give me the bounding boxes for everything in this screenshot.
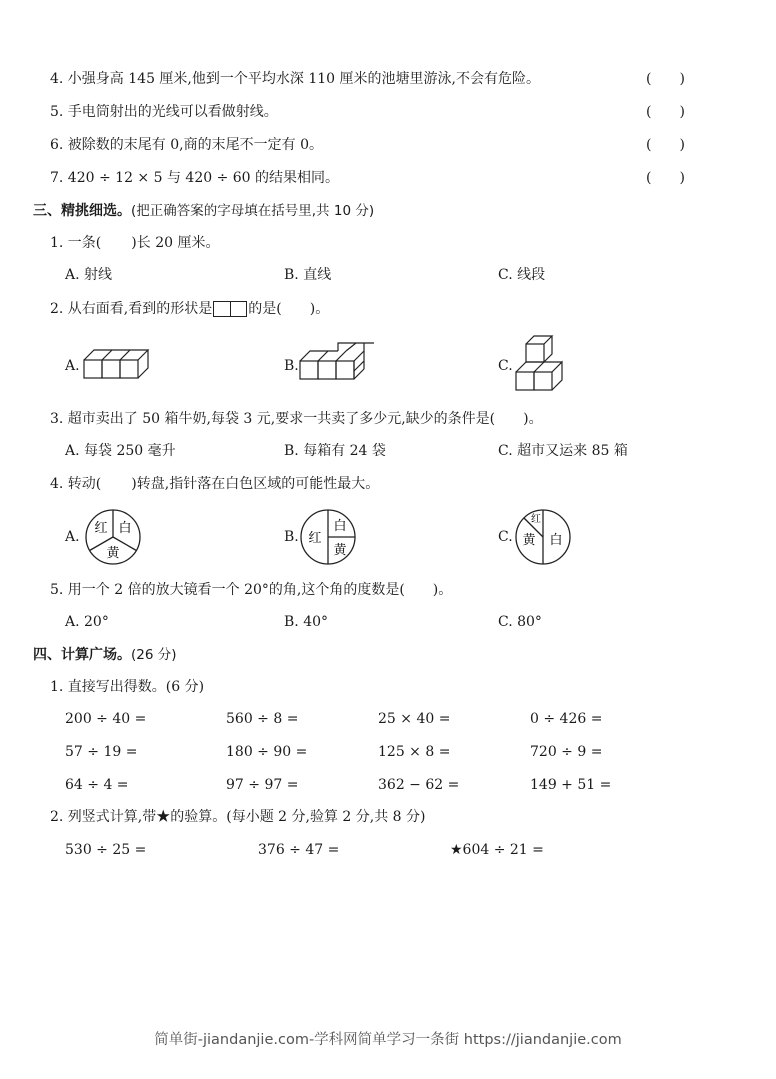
s3-q5: 5. 用一个 2 倍的放大镜看一个 20°的角,这个角的度数是( )。 [50, 582, 453, 598]
calc-3-1[interactable]: 64 ÷ 4 = [65, 777, 129, 793]
calc-3-3[interactable]: 362 − 62 = [378, 777, 460, 793]
spinner-a-yellow-label: 黄 [106, 546, 120, 561]
cube-figure-b [298, 341, 380, 383]
s3-q1-option-a[interactable]: A. 射线 [65, 267, 113, 283]
spinner-a-red-label: 红 [94, 521, 108, 536]
calc-3-4[interactable]: 149 + 51 = [530, 777, 612, 793]
s3-q2-post: 的是( )。 [248, 301, 330, 317]
s3-q1-option-c[interactable]: C. 线段 [498, 267, 546, 283]
section4-note: (26 分) [131, 647, 177, 663]
calc-2-1[interactable]: 57 ÷ 19 = [65, 744, 138, 760]
judge-item-6: 6. 被除数的末尾有 0,商的末尾不一定有 0。 [50, 137, 323, 153]
section3-note: (把正确答案的字母填在括号里,共 10 分) [131, 203, 375, 219]
calc-2-4[interactable]: 720 ÷ 9 = [530, 744, 603, 760]
s3-q4-post: )转盘,指针落在白色区域的可能性最大。 [131, 476, 380, 492]
s4-q2-title: 2. 列竖式计算,带★的验算。(每小题 2 分,验算 2 分,共 8 分) [50, 809, 426, 825]
spinner-b-white-label: 白 [333, 519, 347, 534]
judge-answer-5[interactable]: ( ) [646, 104, 685, 120]
calc-1-4[interactable]: 0 ÷ 426 = [530, 711, 603, 727]
s3-q2 [50, 299, 329, 319]
s3-q3: 3. 超市卖出了 50 箱牛奶,每袋 3 元,要求一共卖了多少元,缺少的条件是( )。 [50, 411, 543, 427]
judge-answer-6[interactable]: ( ) [646, 137, 685, 153]
calc-1-1[interactable]: 200 ÷ 40 = [65, 711, 147, 727]
s3-q4 [50, 474, 379, 494]
s3-q3-option-b[interactable]: B. 每箱有 24 袋 [284, 443, 386, 459]
s3-q1-pre: 1. 一条( [50, 235, 102, 251]
spinner-c-white-label: 白 [549, 533, 563, 548]
vertical-calc-3[interactable]: ★604 ÷ 21 = [450, 842, 544, 858]
spinner-b-yellow-label: 黄 [333, 543, 347, 558]
judge-item-4: 4. 小强身高 145 厘米,他到一个平均水深 110 厘米的池塘里游泳,不会有危险。 [50, 71, 540, 87]
vertical-calc-1[interactable]: 530 ÷ 25 = [65, 842, 147, 858]
calc-2-3[interactable]: 125 × 8 = [378, 744, 451, 760]
footer-watermark: 简单街-jiandanjie.com-学科网简单学习一条街 https://jiandanjie.com [154, 1032, 622, 1048]
s4-q1-title: 1. 直接写出得数。(6 分) [50, 679, 205, 695]
two-square-shape [213, 301, 247, 317]
judge-answer-7[interactable]: ( ) [646, 170, 685, 186]
calc-1-2[interactable]: 560 ÷ 8 = [226, 711, 299, 727]
s3-q1-post: )长 20 厘米。 [131, 235, 220, 251]
spinner-a [84, 508, 142, 566]
s3-q2-option-c[interactable]: C. [498, 358, 513, 374]
section3-heading [33, 201, 374, 221]
spinner-c-yellow-label: 黄 [522, 533, 536, 548]
s3-q4-pre: 4. 转动( [50, 476, 102, 492]
judge-answer-4[interactable]: ( ) [646, 71, 685, 87]
s3-q2-option-a[interactable]: A. [65, 358, 80, 374]
cube-figure-a [82, 346, 154, 382]
section3-title: 三、精挑细选。 [33, 203, 131, 219]
s3-q4-option-c[interactable]: C. [498, 529, 513, 545]
section4-heading [33, 645, 177, 665]
s3-q5-option-c[interactable]: C. 80° [498, 614, 542, 630]
spinner-c [514, 508, 572, 566]
calc-2-2[interactable]: 180 ÷ 90 = [226, 744, 308, 760]
s3-q4-option-b[interactable]: B. [284, 529, 299, 545]
calc-1-3[interactable]: 25 × 40 = [378, 711, 451, 727]
s3-q3-option-c[interactable]: C. 超市又运来 85 箱 [498, 443, 628, 459]
s3-q4-option-a[interactable]: A. [65, 529, 80, 545]
s3-q2-option-b[interactable]: B. [284, 358, 299, 374]
spinner-b-red-label: 红 [308, 531, 322, 546]
section4-title: 四、计算广场。 [33, 647, 131, 663]
s3-q5-option-b[interactable]: B. 40° [284, 614, 329, 630]
vertical-calc-2[interactable]: 376 ÷ 47 = [258, 842, 340, 858]
judge-item-5: 5. 手电筒射出的光线可以看做射线。 [50, 104, 278, 120]
cube-figure-c [512, 332, 576, 396]
s3-q1 [50, 233, 219, 253]
judge-item-7: 7. 420 ÷ 12 × 5 与 420 ÷ 60 的结果相同。 [50, 170, 340, 186]
spinner-a-white-label: 白 [118, 521, 132, 536]
spinner-b [299, 508, 357, 566]
s3-q2-pre: 2. 从右面看,看到的形状是 [50, 301, 213, 317]
s3-q3-option-a[interactable]: A. 每袋 250 毫升 [65, 443, 176, 459]
s3-q5-option-a[interactable]: A. 20° [65, 614, 109, 630]
calc-3-2[interactable]: 97 ÷ 97 = [226, 777, 299, 793]
s3-q1-option-b[interactable]: B. 直线 [284, 267, 332, 283]
spinner-c-red-label: 红 [531, 514, 541, 525]
